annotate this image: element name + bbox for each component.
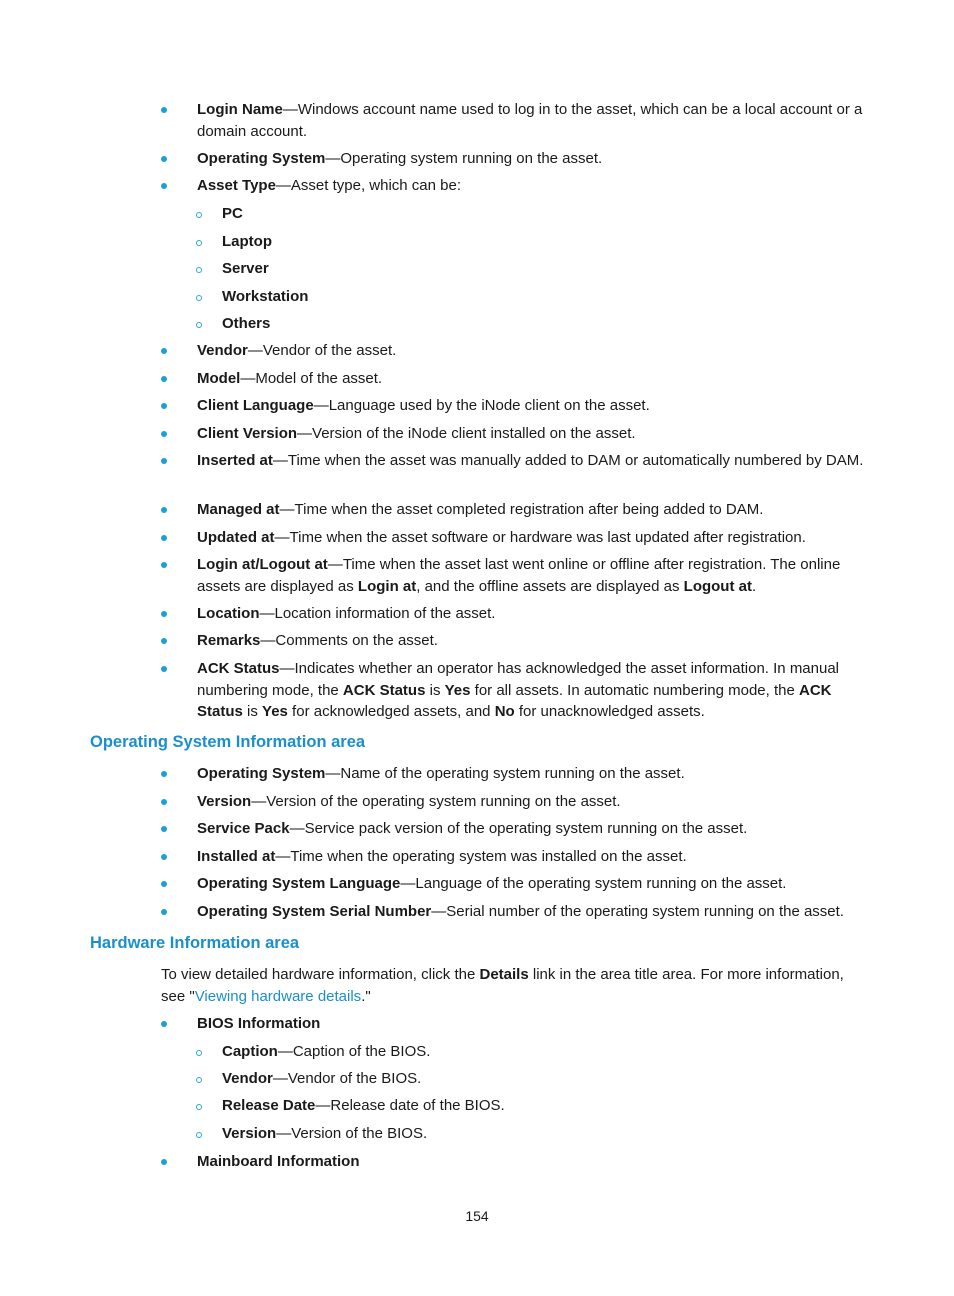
- hardware-intro: To view detailed hardware information, click the Details link in the area title area. For more information, see "Viewing hardware details.": [161, 966, 844, 1005]
- item-desc: —Windows account name used to log in to the asset, which can be a local account or a domain account.: [197, 101, 863, 140]
- item-desc: —Asset type, which can be:: [275, 177, 462, 194]
- list-item: Operating System Serial Number—Serial number of the operating system running on the asset.: [197, 903, 844, 920]
- sub-list-item: Laptop: [222, 233, 272, 250]
- bullet-icon: [161, 507, 167, 513]
- bullet-icon: [161, 638, 167, 644]
- sub-bullet-icon: [196, 267, 202, 273]
- section-heading: Hardware Information area: [90, 934, 300, 952]
- sub-bullet-icon: [196, 240, 202, 246]
- item-term: Asset Type: [197, 177, 276, 194]
- viewing-hardware-details-link[interactable]: Viewing hardware details: [194, 988, 362, 1005]
- list-item: Operating System—Name of the operating system running on the asset.: [197, 765, 685, 782]
- sub-list-item: Workstation: [222, 288, 309, 305]
- bullet-icon: [161, 156, 167, 162]
- list-item: Service Pack—Service pack version of the operating system running on the asset.: [197, 820, 748, 837]
- bullet-icon: [161, 909, 167, 915]
- sub-list-item: Server: [222, 260, 269, 277]
- item-term: Operating System: [197, 150, 326, 167]
- list-item: Managed at—Time when the asset completed registration after being added to DAM.: [197, 501, 764, 518]
- bullet-icon: [161, 854, 167, 860]
- sub-bullet-icon: [196, 1077, 202, 1083]
- list-item: Client Version—Version of the iNode client installed on the asset.: [197, 425, 636, 442]
- sub-list-item: Others: [222, 315, 271, 332]
- list-item: Location—Location information of the asset.: [197, 605, 496, 622]
- list-item: BIOS Information: [197, 1015, 321, 1032]
- bullet-icon: [161, 107, 167, 113]
- list-item: ACK Status—Indicates whether an operator has acknowledged the asset information. In manual numbering mode, the ACK Status is Yes for all assets. In automatic numbering mode, the ACK Status is Yes for acknowledged assets, and No for unacknowledged assets.: [197, 660, 840, 720]
- list-item: Model—Model of the asset.: [197, 370, 383, 387]
- sub-list-item: Caption—Caption of the BIOS.: [222, 1043, 431, 1060]
- sub-bullet-icon: [196, 1132, 202, 1138]
- item-desc: —Operating system running on the asset.: [325, 150, 603, 167]
- list-item: Installed at—Time when the operating system was installed on the asset.: [197, 848, 687, 865]
- bullet-icon: [161, 403, 167, 409]
- list-item: Inserted at—Time when the asset was manually added to DAM or automatically numbered by DAM.: [197, 452, 864, 469]
- list-item: [197, 148, 867, 170]
- bullet-icon: [161, 799, 167, 805]
- list-item: [197, 99, 867, 142]
- sub-list-item: Release Date—Release date of the BIOS.: [222, 1097, 505, 1114]
- sub-bullet-icon: [196, 212, 202, 218]
- sub-bullet-icon: [196, 322, 202, 328]
- sub-list-item: Version—Version of the BIOS.: [222, 1125, 428, 1142]
- item-term: Login Name: [197, 101, 283, 118]
- page-number: 154: [465, 1208, 489, 1224]
- bullet-icon: [161, 1159, 167, 1165]
- list-item: Vendor—Vendor of the asset.: [197, 342, 397, 359]
- bullet-icon: [161, 1021, 167, 1027]
- sub-list-item: Vendor—Vendor of the BIOS.: [222, 1070, 422, 1087]
- bullet-icon: [161, 376, 167, 382]
- bullet-icon: [161, 826, 167, 832]
- bullet-icon: [161, 431, 167, 437]
- list-item: Mainboard Information: [197, 1153, 360, 1170]
- sub-bullet-icon: [196, 1104, 202, 1110]
- bullet-icon: [161, 458, 167, 464]
- bullet-icon: [161, 771, 167, 777]
- bullet-icon: [161, 562, 167, 568]
- list-item: Operating System Language—Language of the operating system running on the asset.: [197, 875, 787, 892]
- section-heading: Operating System Information area: [90, 733, 366, 751]
- bullet-icon: [161, 183, 167, 189]
- bullet-icon: [161, 348, 167, 354]
- list-item: Client Language—Language used by the iNode client on the asset.: [197, 397, 650, 414]
- list-item: Login at/Logout at—Time when the asset last went online or offline after registration. The online assets are displayed as Login at, and the offline assets are displayed as Logout at.: [197, 556, 841, 595]
- bullet-icon: [161, 881, 167, 887]
- bullet-icon: [161, 666, 167, 672]
- list-item: [197, 175, 867, 197]
- list-item: Remarks—Comments on the asset.: [197, 632, 438, 649]
- bullet-icon: [161, 611, 167, 617]
- list-item: Version—Version of the operating system running on the asset.: [197, 793, 621, 810]
- bullet-icon: [161, 535, 167, 541]
- sub-bullet-icon: [196, 1050, 202, 1056]
- list-item: Updated at—Time when the asset software or hardware was last updated after registration.: [197, 529, 806, 546]
- sub-list-item: PC: [222, 205, 243, 222]
- sub-bullet-icon: [196, 295, 202, 301]
